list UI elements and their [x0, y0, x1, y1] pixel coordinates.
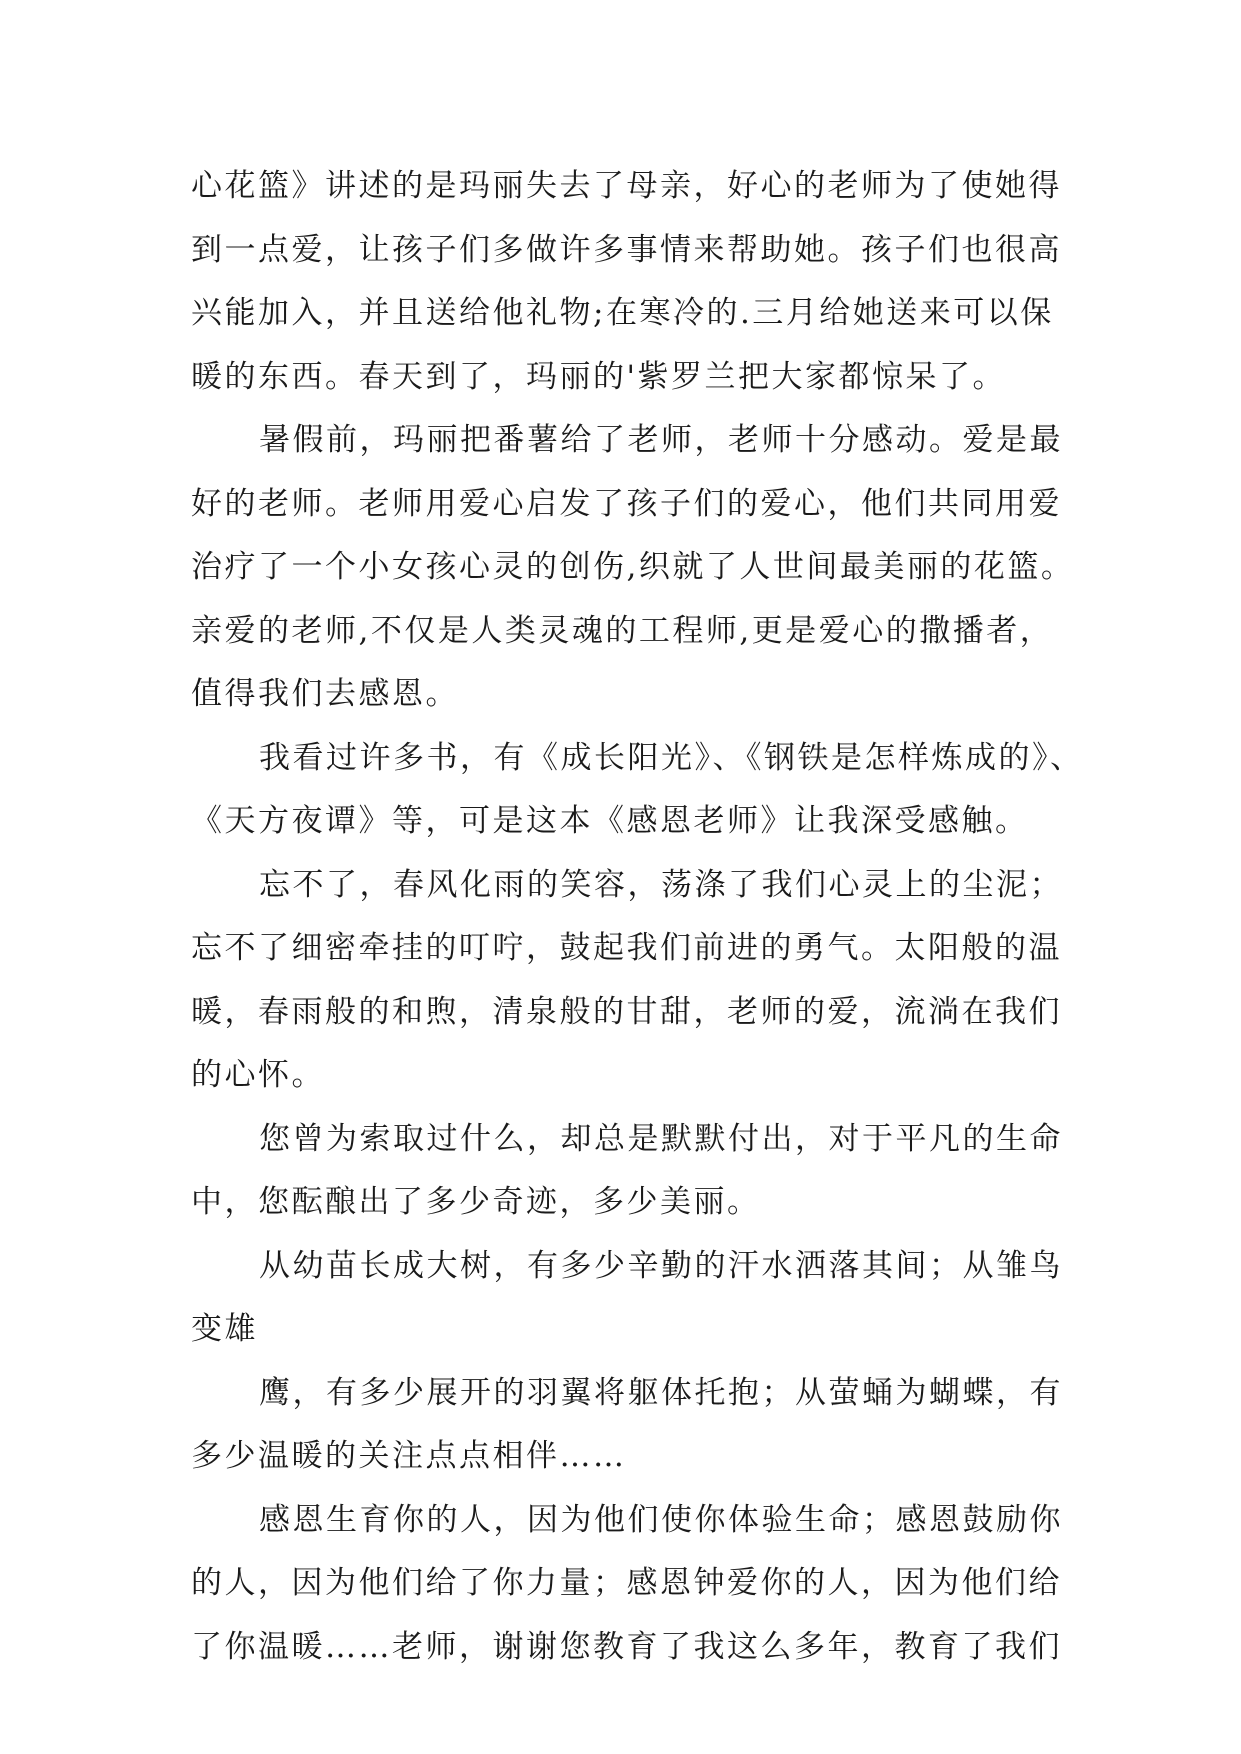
text-line: 我看过许多书，有《成长阳光》、《钢铁是怎样炼成的》、 — [259, 739, 1084, 776]
text-line: 暖，春雨般的和煦，清泉般的甘甜，老师的爱，流淌在我们 — [191, 993, 1062, 1030]
text-line: 了你温暖……老师，谢谢您教育了我这么多年，教育了我们 — [191, 1628, 1062, 1665]
text-line: 鹰，有多少展开的羽翼将躯体托抱；从萤蛹为蝴蝶，有 — [259, 1374, 1063, 1411]
text-line: 中，您酝酿出了多少奇迹，多少美丽。 — [191, 1184, 761, 1220]
body-text — [191, 155, 1084, 1679]
text-line: 到一点爱，让孩子们多做许多事情来帮助她。孩子们也很高 — [191, 231, 1062, 268]
text-line: 多少温暖的关注点点相伴…… — [191, 1438, 627, 1474]
text-line: 暖的东西。春天到了，玛丽的'紫罗兰把大家都惊呆了。 — [191, 358, 1007, 395]
text-line: 好的老师。老师用爱心启发了孩子们的爱心，他们共同用爱 — [191, 485, 1062, 522]
text-line: 的人，因为他们给了你力量；感恩钟爱你的人，因为他们给 — [191, 1565, 1062, 1601]
text-line: 从幼苗长成大树，有多少辛勤的汗水洒落其间；从雏鸟 — [259, 1247, 1063, 1284]
text-line: 《天方夜谭》等，可是这本《感恩老师》让我深受感触。 — [191, 803, 1029, 839]
text-line: 忘不了，春风化雨的笑容，荡涤了我们心灵上的尘泥； — [259, 866, 1063, 903]
text-line: 暑假前，玛丽把番薯给了老师，老师十分感动。爱是最 — [259, 422, 1063, 458]
text-line: 感恩生育你的人，因为他们使你体验生命；感恩鼓励你 — [259, 1501, 1063, 1538]
text-line: 值得我们去感恩。 — [191, 676, 459, 712]
text-line: 亲爱的老师,不仅是人类灵魂的工程师,更是爱心的撒播者， — [191, 612, 1054, 649]
text-line: 变雄 — [191, 1311, 258, 1347]
text-line: 心花篮》讲述的是玛丽失去了母亲，好心的老师为了使她得 — [191, 168, 1062, 204]
text-line: 忘不了细密牵挂的叮咛，鼓起我们前进的勇气。太阳般的温 — [191, 930, 1062, 966]
text-line: 您曾为索取过什么，却总是默默付出，对于平凡的生命 — [259, 1120, 1063, 1157]
text-line: 的心怀。 — [191, 1057, 325, 1093]
text-line: 治疗了一个小女孩心灵的创伤,织就了人世间最美丽的花篮。 — [191, 549, 1075, 585]
text-line: 兴能加入，并且送给他礼物;在寒冷的.三月给她送来可以保 — [191, 295, 1054, 331]
